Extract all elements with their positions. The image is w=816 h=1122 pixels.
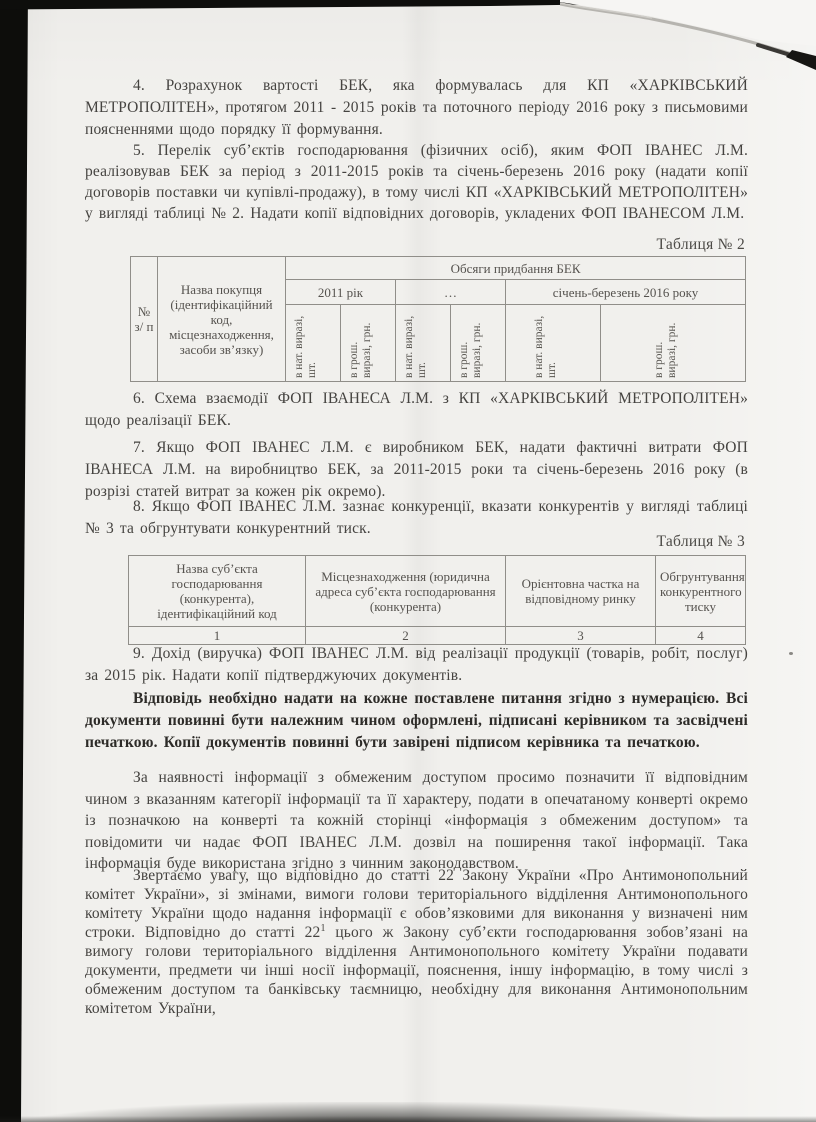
page-fold-crease xyxy=(560,0,816,70)
ink-speck xyxy=(789,652,793,655)
t2-sub-natural-2016 xyxy=(506,305,601,382)
t2-sub-money-dots xyxy=(451,305,506,382)
t3-colnum-4: 4 xyxy=(656,627,746,645)
t2-group-header: Обсяги придбання БЕК xyxy=(286,257,746,280)
vertical-label: в грош. виразі, грн. xyxy=(458,322,483,378)
t2-year-2016: січень-березень 2016 року xyxy=(506,280,746,305)
paragraph-attention-law xyxy=(85,866,748,1018)
attention-text-part1: Звертаємо увагу, що відповідно до статті 22 Закону України «Про Антимонопольний комітет України», зі змінами, вимоги голови територіального відділення Антимонопольного комітету України щодо надання інформації є обов’язковими для виконання у визначені ним строки. Відповідно до статті 22 xyxy=(85,867,748,941)
vertical-label: в нат. виразі, шт. xyxy=(293,315,318,378)
t3-header-competitor-name: Назва суб’єкта господарювання (конкурента), ідентифікаційний код xyxy=(129,556,306,627)
table-2-purchases xyxy=(130,256,746,382)
paragraph-bold-instructions: Відповідь необхідно надати на кожне поставлене питання згідно з нумерацією. Всі документи повинні бути належним чином оформлені, підписані керівником та засвідчені печаткою. Копії документів повинні бути завірені підписом керівника та печаткою. xyxy=(85,690,748,751)
t3-header-pressure: Обгрунтування конкурентного тиску xyxy=(656,556,746,627)
vertical-label: в грош. виразі, грн. xyxy=(348,322,373,378)
vertical-label: в грош. виразі, грн. xyxy=(653,322,679,378)
table-2-caption: Таблиця № 2 xyxy=(656,236,745,253)
paragraph-9: 9. Дохід (виручка) ФОП ІВАНЕС Л.М. від реалізації продукції (товарів, робіт, послуг) за 2015 рік. Надати копії підтверджуючих документів. xyxy=(85,645,748,684)
paragraph-restricted-info: За наявності інформації з обмеженим доступом просимо позначити її відповідним чином з вказанням категорії інформації та її характеру, подати в опечатаному конверті окремо із позначкою на конверті та кожній сторінці «інформація з обмеженим доступом» та повідомити чи надає ФОП ІВАНЕС Л.М. дозвіл на поширення такої інформації. Така інформація буде використана згідно з чинним законодавством. xyxy=(85,769,748,872)
t3-header-market-share: Орієнтовна частка на відповідному ринку xyxy=(506,556,656,627)
t2-year-dots: … xyxy=(396,280,506,305)
vertical-label: в нат. виразі, шт. xyxy=(403,315,428,378)
t2-sub-money-2016 xyxy=(601,305,746,382)
t3-colnum-1: 1 xyxy=(129,627,306,645)
t2-year-2011: 2011 рік xyxy=(286,280,396,305)
scan-bottom-shadow-line xyxy=(0,1116,816,1122)
paragraph-4: 4. Розрахунок вартості БЕК, яка формувалась для КП «ХАРКІВСЬКИЙ МЕТРОПОЛІТЕН», протягом 2011 - 2015 років та поточного періоду 2016 року з письмовими поясненнями щодо порядку її формування. xyxy=(85,77,748,138)
t3-colnum-3: 3 xyxy=(506,627,656,645)
table-3-competitors xyxy=(128,555,746,645)
paragraph-7: 7. Якщо ФОП ІВАНЕС Л.М. є виробником БЕК, надати фактичні витрати ФОП ІВАНЕСА Л.М. на виробництво БЕК, за 2011-2015 роки та січень-березень 2016 року (в розрізі статей витрат за кожен рік окремо). xyxy=(85,439,748,500)
paragraph-6: 6. Схема взаємодії ФОП ІВАНЕСА Л.М. з КП «ХАРКІВСЬКИЙ МЕТРОПОЛІТЕН» щодо реалізації БЕК. xyxy=(85,390,748,429)
vertical-label: в нат. виразі, шт. xyxy=(533,315,558,378)
scan-edge-top xyxy=(0,0,628,10)
t2-col-buyer: Назва покупця (ідентифікаційний код, місцезнаходження, засоби зв’язку) xyxy=(158,257,286,382)
paragraph-5: 5. Перелік суб’єктів господарювання (фізичних осіб), яким ФОП ІВАНЕС Л.М. реалізовував БЕК за період з 2011-2015 років та січень-березень 2016 року (надати копії договорів поставки чи купівлі-продажу), в тому числі КП «ХАРКІВСЬКИЙ МЕТРОПОЛІТЕН» у вигляді таблиці № 2. Надати копії відповідних договорів, укладених ФОП ІВАНЕСОМ Л.М. xyxy=(85,142,748,222)
t3-header-location: Місцезнаходження (юридична адреса суб’єкта господарювання (конкурента) xyxy=(306,556,506,627)
t3-colnum-2: 2 xyxy=(306,627,506,645)
t2-sub-money-2011 xyxy=(341,305,396,382)
article-superscript: 1 xyxy=(320,922,326,934)
table-3-caption: Таблиця № 3 xyxy=(656,533,745,550)
t2-col-number: № з/ п xyxy=(131,257,158,382)
scan-edge-left xyxy=(0,0,30,1122)
t2-sub-natural-2011 xyxy=(286,305,341,382)
paragraph-8: 8. Якщо ФОП ІВАНЕС Л.М. зазнає конкуренції, вказати конкурентів у вигляді таблиці № 3 та обгрунтувати конкурентний тиск. xyxy=(85,498,748,537)
attention-text-part2: цього ж Закону суб’єкти господарювання зобов’язані на вимогу голови територіального відділення Антимонопольного комітету України подавати документи, предмети чи інші носії інформації, пояснення, іншу інформацію, в тому числі з обмеженим доступом та банківську таємницю, необхідну для виконання Антимонопольним комітетом України, xyxy=(85,924,748,1017)
t2-sub-natural-dots xyxy=(396,305,451,382)
